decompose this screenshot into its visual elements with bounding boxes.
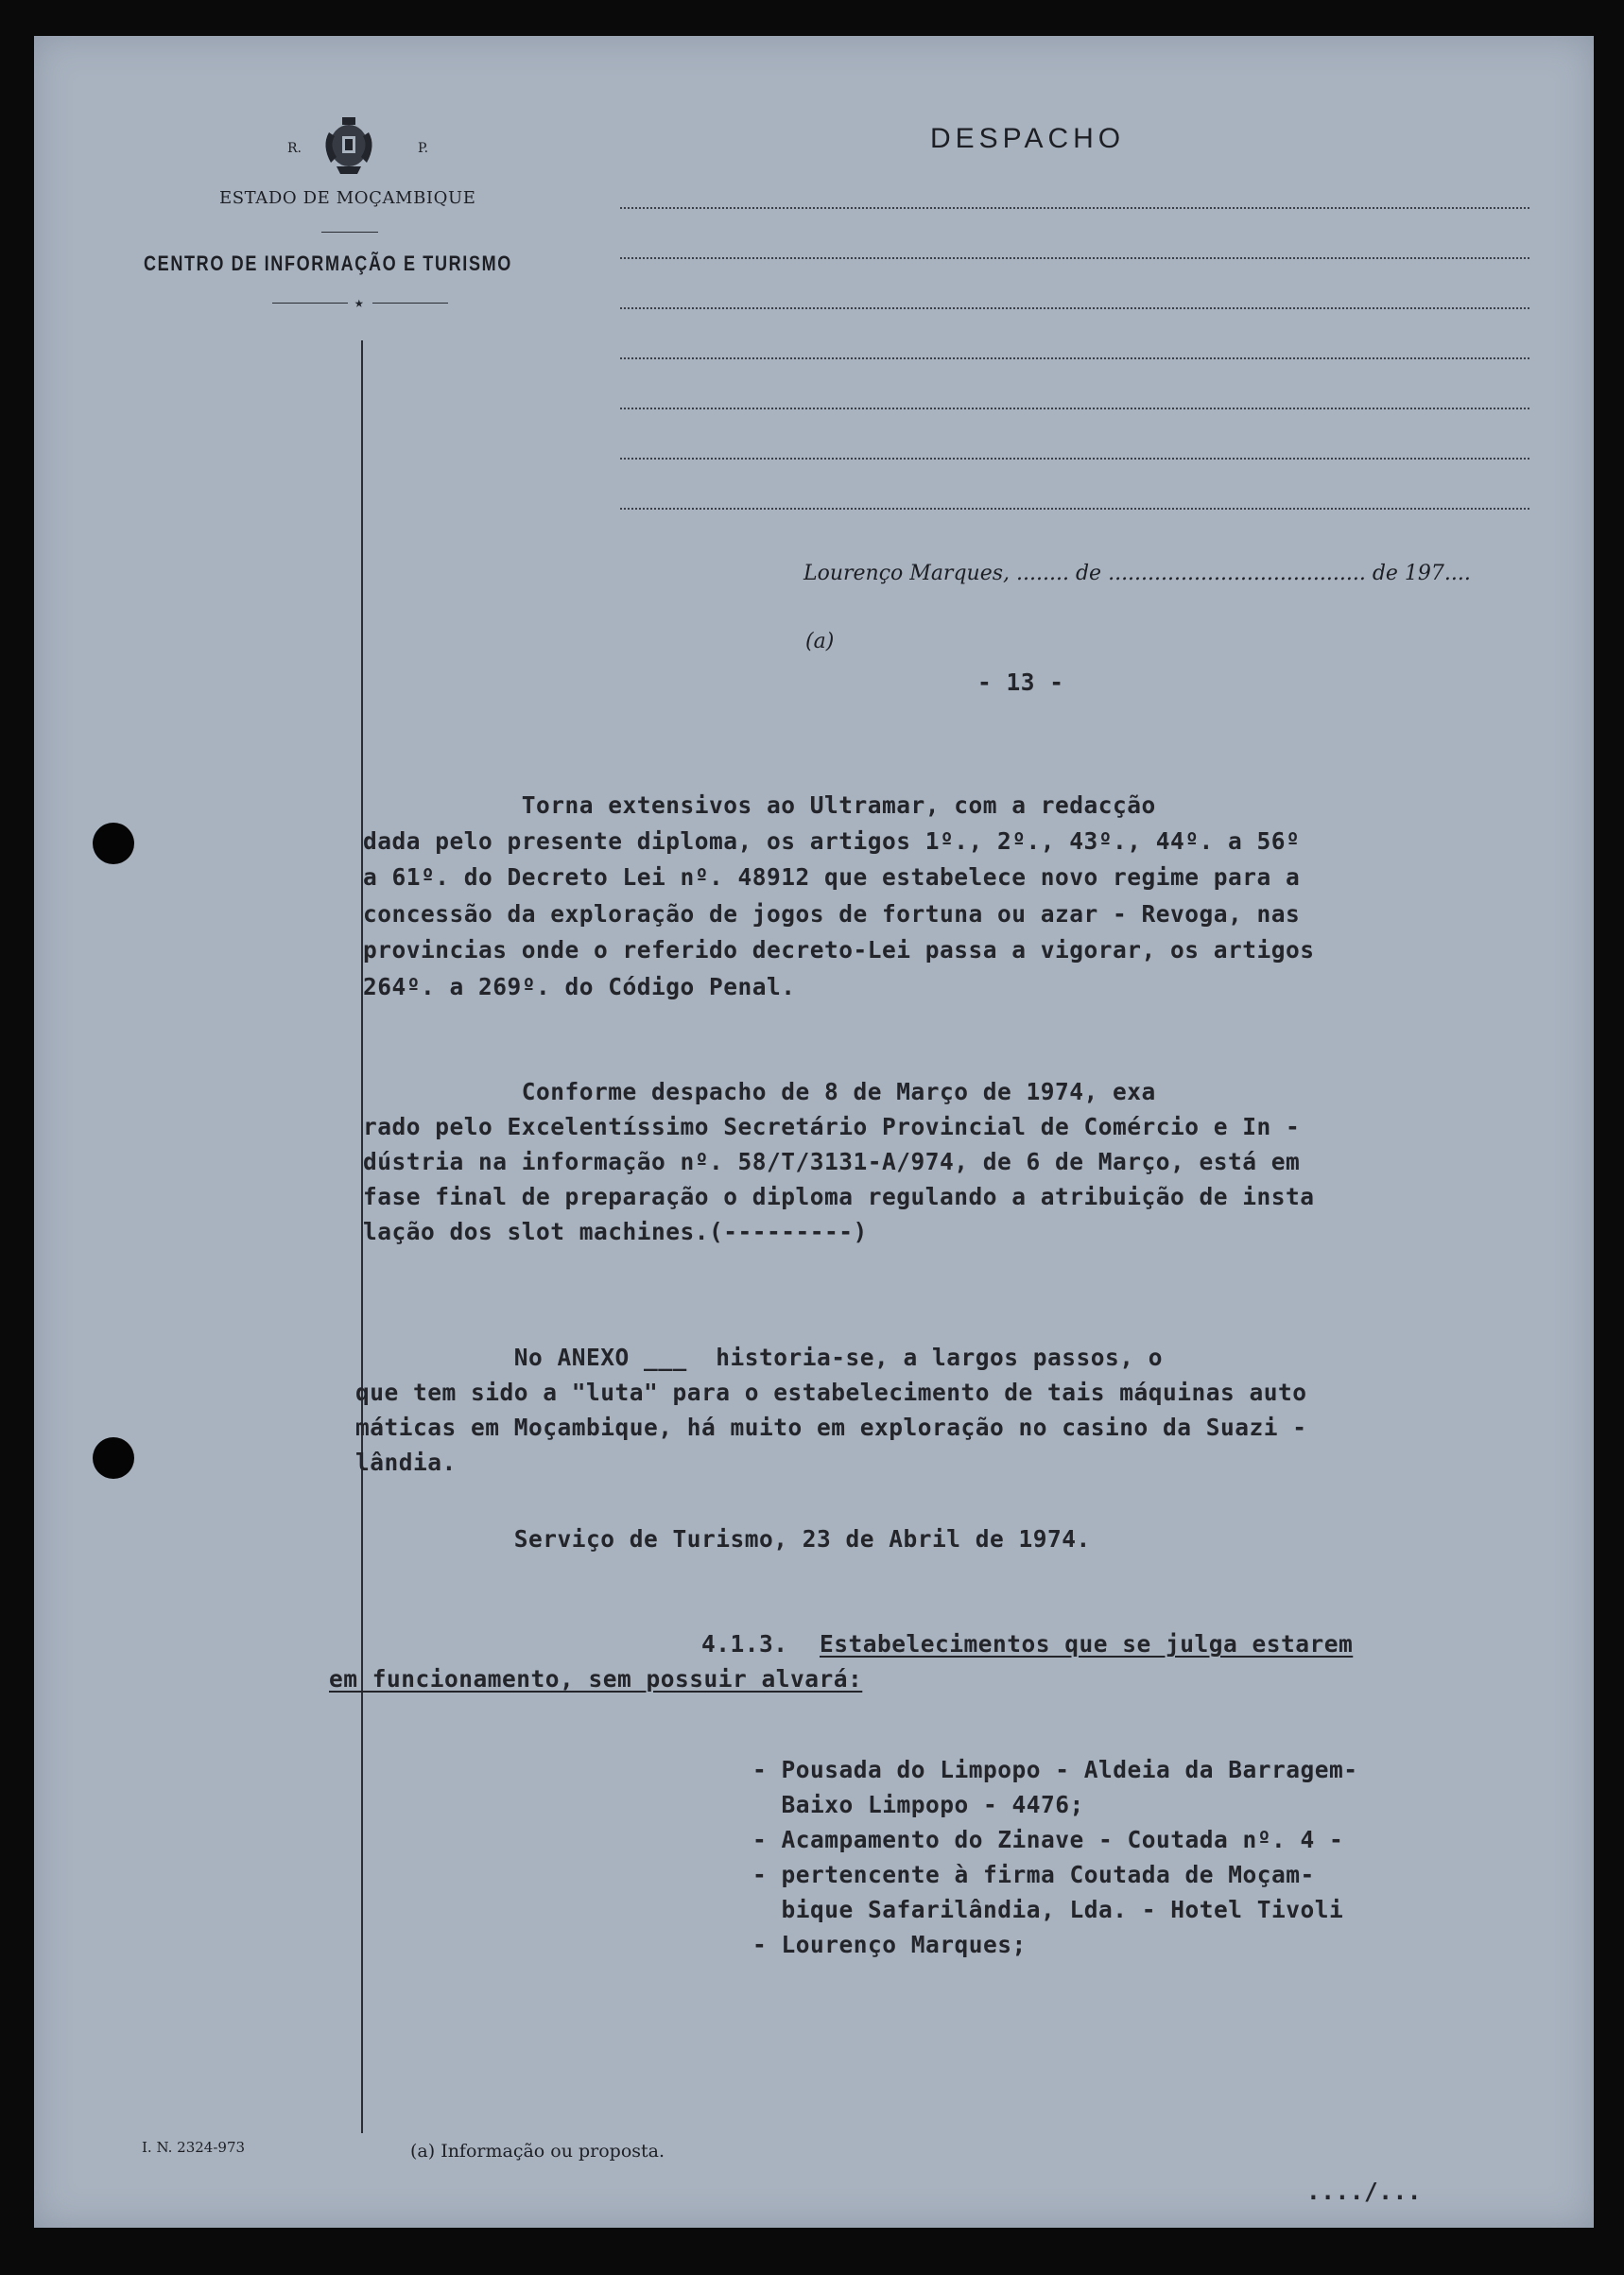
dateline-city: Lourenço Marques, — [803, 562, 1011, 585]
document-page — [34, 36, 1594, 2228]
list-item-line-6: - Lourenço Marques; — [752, 1931, 1027, 1958]
header-rule-right — [372, 303, 448, 304]
p1-line-4: concessão da exploração de jogos de fortuna ou azar - Revoga, nas — [363, 900, 1301, 928]
p3-line-3: máticas em Moçambique, há muito em exploração no casino da Suazi - — [355, 1414, 1307, 1441]
dateline-year: de 197 — [1372, 562, 1444, 585]
dateline-note-marker: (a) — [805, 630, 835, 653]
dateline-de: de — [1075, 562, 1102, 585]
centre-name: CENTRO DE INFORMAÇÃO E TURISMO — [144, 252, 512, 275]
section-title-line-2: em funcionamento, sem possuir alvará: — [329, 1665, 863, 1693]
despacho-line-2 — [620, 257, 1529, 259]
list-item-line-1: - Pousada do Limpopo - Aldeia da Barragem- — [752, 1756, 1358, 1783]
p2-line-2: rado pelo Excelentíssimo Secretário Provincial de Comércio e In - — [363, 1113, 1301, 1140]
p1-line-2: dada pelo presente diploma, os artigos 1º., 2º., 43º., 44º. a 56º — [363, 827, 1301, 855]
list-item-line-2: Baixo Limpopo - 4476; — [752, 1791, 1084, 1818]
list-item-line-4: - pertencente à firma Coutada de Moçam- — [752, 1861, 1315, 1888]
p2-line-1: Conforme despacho de 8 de Março de 1974, exa — [363, 1078, 1156, 1105]
despacho-line-7 — [620, 508, 1529, 510]
despacho-line-1 — [620, 207, 1529, 209]
list-item-line-5: bique Safarilândia, Lda. - Hotel Tivoli — [752, 1896, 1344, 1923]
despacho-title: DESPACHO — [930, 123, 1126, 154]
list-item-line-3: - Acampamento do Zinave - Coutada nº. 4 - — [752, 1826, 1344, 1853]
header-rule-left — [272, 303, 348, 304]
signoff: Serviço de Turismo, 23 de Abril de 1974. — [355, 1525, 1091, 1553]
punch-hole-lower — [93, 1437, 134, 1479]
p1-line-5: provincias onde o referido decreto-Lei passa a vigorar, os artigos — [363, 936, 1315, 964]
despacho-line-5 — [620, 408, 1529, 409]
dateline-dots-year: .... — [1443, 562, 1471, 585]
continued-mark: ..../... — [1306, 2178, 1423, 2205]
header-rule-short — [321, 232, 378, 233]
despacho-line-3 — [620, 307, 1529, 309]
p3-line-4: lândia. — [355, 1449, 457, 1476]
p3-line-1: No ANEXO ___ historia-se, a largos passos, o — [355, 1344, 1164, 1371]
emblem-letter-left: R. — [287, 141, 302, 156]
p1-line-3: a 61º. do Decreto Lei nº. 48912 que estabelece novo regime para a — [363, 863, 1301, 891]
p1-line-1: Torna extensivos ao Ultramar, com a redacção — [363, 791, 1156, 819]
section-title-line-1: Estabelecimentos que se julga estarem — [820, 1630, 1354, 1658]
despacho-line-4 — [620, 357, 1529, 359]
state-name: ESTADO DE MOÇAMBIQUE — [219, 188, 476, 208]
star-icon: ★ — [354, 293, 364, 311]
dateline — [803, 562, 1471, 585]
page-number: - 13 - — [977, 669, 1064, 696]
p3-line-2: que tem sido a "luta" para o estabelecimento de tais máquinas auto — [355, 1379, 1307, 1406]
coat-of-arms-emblem — [320, 113, 378, 180]
p2-line-4: fase final de preparação o diploma regulando a atribuição de insta — [363, 1183, 1315, 1210]
dateline-dots-day: ........ — [1016, 562, 1069, 585]
section-number: 4.1.3. — [701, 1630, 788, 1658]
p2-line-3: dústria na informação nº. 58/T/3131-A/974, de 6 de Março, está em — [363, 1148, 1301, 1175]
dateline-dots-month: ....................................... — [1108, 562, 1366, 585]
punch-hole-upper — [93, 823, 134, 864]
form-code: I. N. 2324-973 — [142, 2139, 246, 2156]
footnote: (a) Informação ou proposta. — [410, 2141, 665, 2162]
despacho-line-6 — [620, 458, 1529, 460]
p1-line-6: 264º. a 269º. do Código Penal. — [363, 973, 796, 1000]
p2-line-5: lação dos slot machines.(---------) — [363, 1218, 868, 1245]
emblem-letter-right: P. — [418, 141, 429, 156]
